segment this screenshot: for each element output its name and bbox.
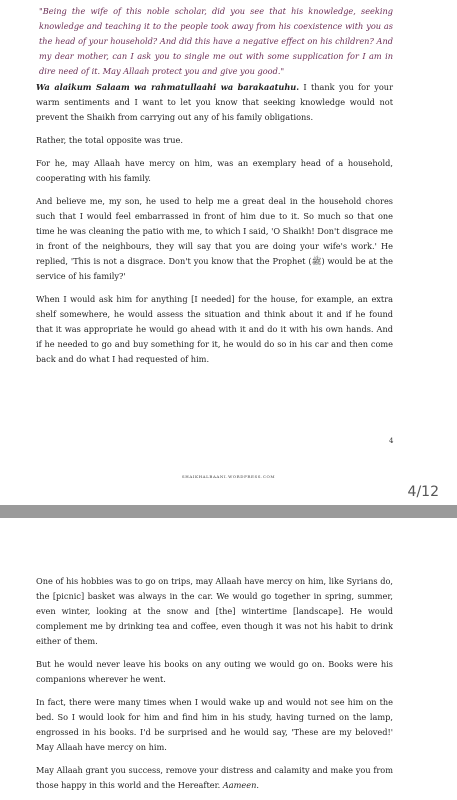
paragraph: Rather, the total opposite was true. bbox=[36, 135, 184, 145]
page-5-content bbox=[36, 574, 393, 793]
page-4-content bbox=[36, 4, 393, 367]
reply-paragraph bbox=[36, 80, 393, 125]
page-counter: 4/12 bbox=[407, 484, 439, 500]
question-quote bbox=[36, 4, 393, 79]
aameen-text: Aameen. bbox=[222, 780, 259, 790]
page-separator bbox=[0, 505, 457, 518]
paragraph: But he would never leave his books on any outing we would go on. Books were his companions wherever he went. bbox=[36, 659, 393, 684]
paragraph: In fact, there were many times when I would wake up and would not see him on the bed. So I would look for him and find him in his study, having turned on the lamp, engrossed in his books. I'd be surprised and he would say, 'These are my beloved!' May Allaah have mercy on him. bbox=[36, 697, 393, 752]
page-number: 4 bbox=[389, 437, 394, 445]
paragraph bbox=[36, 763, 393, 793]
paragraph: One of his hobbies was to go on trips, may Allaah have mercy on him, like Syrians do, the [picnic] basket was always in the car. We would go together in spring, summer, even winter, looking at the snow and [the] wintertime [landscape]. He would complement me by drinking tea and coffee, even though it was not his habit to drink either of them. bbox=[36, 576, 393, 646]
salam-greeting: Wa alaikum Salaam wa rahmatullaahi wa barakaatuhu. bbox=[36, 82, 300, 92]
paragraph: When I would ask him for anything [I needed] for the house, for example, an extra shelf somewhere, he would assess the situation and think about it and if he found that it was appropriate he would go ahead with it and do it with his own hands. And if he needed to go and buy something for it, he would do so in his car and then come back and do what I had requested of him. bbox=[36, 294, 393, 364]
paragraph: For he, may Allaah have mercy on him, was an exemplary head of a household, cooperating with his family. bbox=[36, 158, 393, 183]
page-footer: SHAIKHALBAANI.WORDPRESS.COM bbox=[181, 474, 276, 479]
reply-text: I thank you for your warm sentiments and I want to let you know that seeking knowledge would not prevent the Shaikh from carrying out any of his family obligations. bbox=[36, 82, 393, 122]
paragraph: And believe me, my son, he used to help me a great deal in the household chores such that I would feel embarrassed in front of him due to it. So much so that one time he was cleaning the patio with me, to which I said, 'O Shaikh! Don't disgrace me in front of the neighbours, they will say that you are doing your wife's work.' He replied, 'This is not a disgrace. Don't you know that the Prophet (ﷺ) would be at the service of his family?' bbox=[36, 196, 394, 281]
closing-text: May Allaah grant you success, remove your distress and calamity and make you from those happy in this world and the Hereafter. bbox=[36, 765, 393, 790]
question-text: "Being the wife of this noble scholar, did you see that his knowledge, seeking knowledge and teaching it to the people took away from his coexistence with you as the head of your household? And did this have a negative effect on his children? And my dear mother, can I ask you to single me out with some supplication for I am in dire need of it. May Allaah protect you and give you good." bbox=[39, 6, 393, 76]
